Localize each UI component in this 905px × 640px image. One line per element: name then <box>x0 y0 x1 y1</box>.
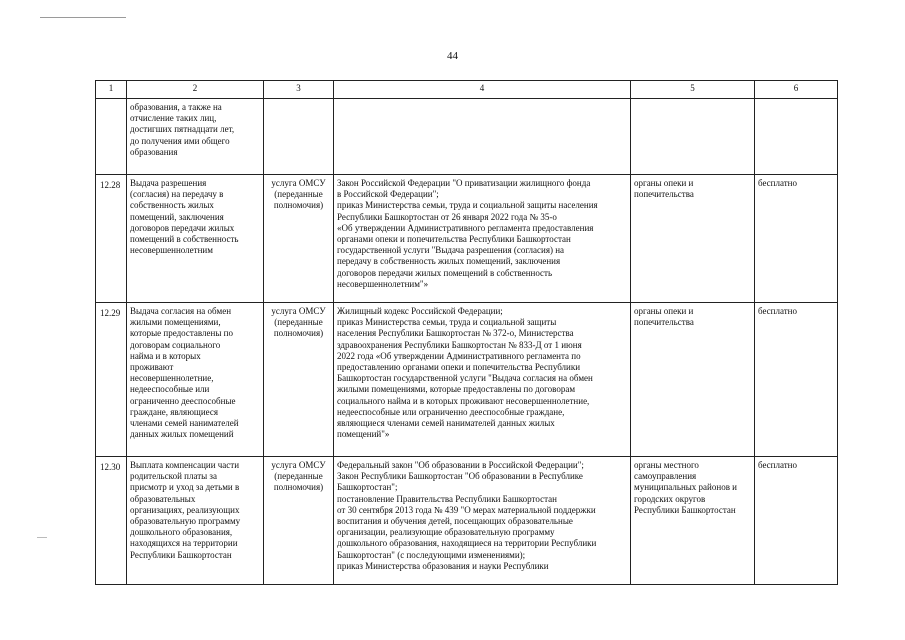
row-number: 12.29 <box>96 303 127 457</box>
table-header-row <box>96 81 838 99</box>
service-name: образования, а также на отчисление таких лиц, достигших пятнадцати лет, до получения ими общего образования <box>127 99 264 175</box>
table-row <box>96 175 838 303</box>
row-number: 12.28 <box>96 175 127 303</box>
column-header: 3 <box>264 81 334 99</box>
service-cost: бесплатно <box>755 303 838 457</box>
responsible-body: органы опеки и попечительства <box>631 175 755 303</box>
service-type <box>264 99 334 175</box>
table-row <box>96 99 838 175</box>
responsible-body: органы местного самоуправления муниципальных районов и городских округов Республики Башкортостан <box>631 457 755 585</box>
services-table <box>95 80 838 585</box>
service-type: услуга ОМСУ (переданные полномочия) <box>264 303 334 457</box>
table-row <box>96 303 838 457</box>
service-cost: бесплатно <box>755 457 838 585</box>
service-name: Выплата компенсации части родительской платы за присмотр и уход за детьми в образовательных организациях, реализующих образовательную программу дошкольного образования, находящихся на территории Республики Башкортостан <box>127 457 264 585</box>
legal-basis: Федеральный закон "Об образовании в Российской Федерации"; Закон Республики Башкортостан "Об образовании в Республике Башкортостан"; постановление Правительства Республики Башкортостан от 30 сентября 2013 года № 439 "О мерах материальной поддержки воспитания и обучения детей, посещающих образовательные организации, реализующие образовательную программу дошкольного образования, находящиеся на территории Республики Башкортостан" (с последующими изменениями); приказ Министерства образования и науки Республики <box>334 457 631 585</box>
legal-basis: Закон Российской Федерации "О приватизации жилищного фонда в Российской Федерации"; приказ Министерства семьи, труда и социальной защиты населения Республики Башкортостан от 26 января 2022 года № 35-о «Об утверждении Административного регламента предоставления органами опеки и попечительства Республики Башкортостан государственной услуги "Выдача разрешения (согласия) на передачу в собственность жилых помещений, заключения договоров передачи жилых помещений в собственность несовершеннолетним"» <box>334 175 631 303</box>
service-name: Выдача согласия на обмен жилыми помещениями, которые предоставлены по договорам социального найма и в которых проживают несовершеннолетние, недееспособные или ограниченно дееспособные граждане, являющиеся членами семей нанимателей данных жилых помещений <box>127 303 264 457</box>
header-rule <box>40 17 126 18</box>
column-header: 5 <box>631 81 755 99</box>
column-header: 6 <box>755 81 838 99</box>
responsible-body: органы опеки и попечительства <box>631 303 755 457</box>
service-cost <box>755 99 838 175</box>
table-row <box>96 457 838 585</box>
legal-basis <box>334 99 631 175</box>
responsible-body <box>631 99 755 175</box>
column-header: 4 <box>334 81 631 99</box>
margin-mark <box>37 537 47 538</box>
column-header: 2 <box>127 81 264 99</box>
column-header: 1 <box>96 81 127 99</box>
row-number: 12.30 <box>96 457 127 585</box>
service-name: Выдача разрешения (согласия) на передачу в собственность жилых помещений, заключения договоров передачи жилых помещений в собственность несовершеннолетним <box>127 175 264 303</box>
service-type: услуга ОМСУ (переданные полномочия) <box>264 457 334 585</box>
service-type: услуга ОМСУ (переданные полномочия) <box>264 175 334 303</box>
service-cost: бесплатно <box>755 175 838 303</box>
row-number <box>96 99 127 175</box>
page-number: 44 <box>447 50 458 62</box>
legal-basis: Жилищный кодекс Российской Федерации; приказ Министерства семьи, труда и социальной защиты населения Республики Башкортостан № 372-о, Министерства здравоохранения Республики Башкортостан № 833-Д от 1 июня 2022 года «Об утверждении Административного регламента по предоставлению органами опеки и попечительства Республики Башкортостан государственной услуги "Выдача согласия на обмен жилыми помещениями, которые предоставлены по договорам социального найма и в которых проживают несовершеннолетние, недееспособные или ограниченно дееспособные граждане, являющиеся членами семей нанимателей данных жилых помещений"» <box>334 303 631 457</box>
